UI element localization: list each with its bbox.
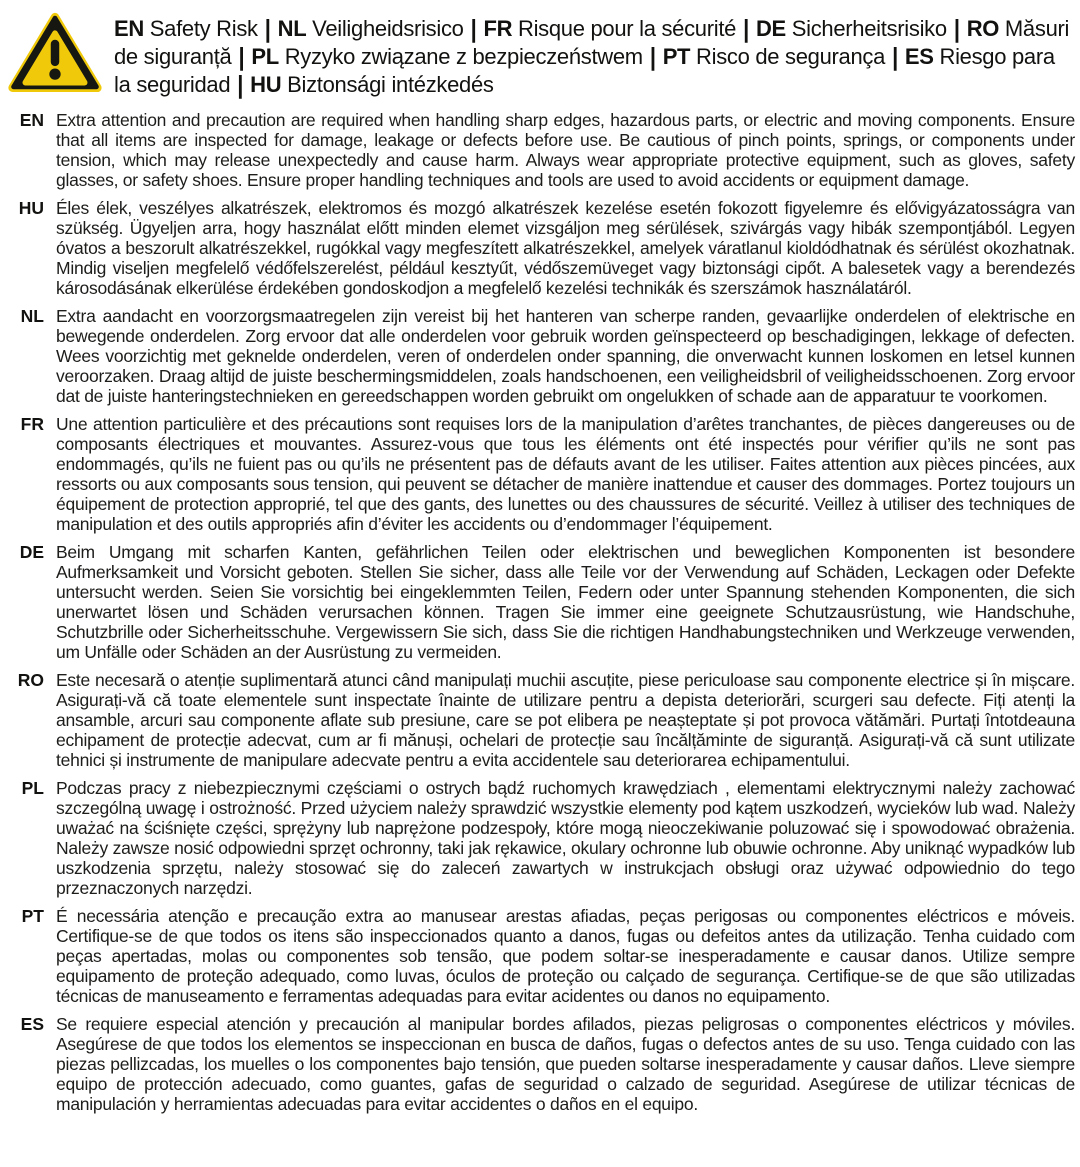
language-title: Safety Risk: [149, 16, 258, 41]
separator-bar-icon: |: [237, 70, 244, 99]
section-hu: [6, 198, 1075, 298]
separator-bar-icon: |: [470, 14, 477, 43]
section-paragraph: Se requiere especial atención y precaución al manipular bordes afilados, piezas peligrosas o componentes eléctricos y móviles. Asegúrese de que todos los elementos se inspeccionan en busca de daños, fugas o defectos antes de su uso. Tenga cuidado con las piezas pellizcadas, los muelles o los componentes bajo tensión, que pueden soltarse inesperadamente y causar daños. Lleve siempre equipo de protección adecuado, como guantes, gafas de seguridad o calzado de seguridad. Asegúrese de utilizar técnicas de manipulación y herramientas adecuadas para evitar accidentes o daños en el equipo.: [56, 1014, 1075, 1114]
header-language-title-hu: [250, 72, 494, 97]
section-paragraph: É necessária atenção e precaução extra ao manusear arestas afiadas, peças perigosas ou componentes eléctricos e móveis. Certifique-se de que todos os itens são inspeccionados quanto a danos, fugas ou defeitos antes da utilização. Tenha cuidado com peças apertadas, molas ou componentes sob tensão, que podem soltar-se inesperadamente e causar danos. Utilize sempre equipamento de proteção adequado, como luvas, óculos de proteção ou calçado de segurança. Certifique-se de que são utilizadas técnicas de manuseamento e ferramentas adequadas para evitar acidentes ou danos no equipamento.: [56, 906, 1075, 1006]
separator-bar-icon: |: [953, 14, 960, 43]
language-title: Veiligheidsrisico: [312, 16, 464, 41]
language-code: PL: [251, 44, 279, 69]
separator-bar-icon: |: [892, 42, 898, 71]
language-title: Biztonsági intézkedés: [287, 72, 494, 97]
language-code: DE: [755, 16, 786, 41]
separator-bar-icon: |: [264, 14, 271, 43]
section-language-code: EN: [19, 110, 44, 130]
section-de: [6, 542, 1075, 662]
separator-bar-icon: |: [743, 14, 749, 43]
header-language-title-nl: [278, 16, 464, 41]
language-code: EN: [114, 16, 144, 41]
section-paragraph: Une attention particulière et des précautions sont requises lors de la manipulation d’arêtes tranchantes, de pièces dangereuses ou de composants électriques et mouvantes. Assurez-vous que tous les éléments ont été inspectés pour vérifier qu’ils ne sont pas endommagés, qu’ils ne fuient pas ou qu’ils ne présentent pas de défauts avant de les utiliser. Faites attention aux pièces pincées, aux ressorts ou aux composants sous tension, qui peuvent se détacher de manière inattendue et causer des dommages. Portez toujours un équipement de protection approprié, tel que des gants, des lunettes ou des chaussures de sécurité. Veillez à utiliser des techniques de manipulation et des outils appropriés afin d’éviter les accidents ou d’endommager l’équipement.: [56, 414, 1075, 534]
section-paragraph: Podczas pracy z niebezpiecznymi częściami o ostrych bądź ruchomych krawędziach , elementami elektrycznymi należy zachować szczególną uwagę i ostrożność. Przed użyciem należy sprawdzić wszystkie elementy pod kątem uszkodzeń, wycieków lub wad. Należy uważać na ściśnięte części, sprężyny lub naprężone podzespoły, które mogą nieoczekiwanie poluzować się i spowodować obrażenia. Należy zawsze nosić odpowiedni sprzęt ochronny, taki jak rękawice, okulary ochronne lub obuwie ochronne. Aby uniknąć wypadków lub uszkodzenia sprzętu, należy stosować się do zaleceń zawartych w instrukcjach obsługi oraz używać odpowiednio do tego przeznaczonych narzędzi.: [56, 778, 1075, 898]
section-paragraph: Éles élek, veszélyes alkatrészek, elektromos és mozgó alkatrészek kezelése esetén fokozott figyelemre és elővigyázatosságra van szükség. Ügyeljen arra, hogy használat előtt minden elemet vizsgáljon meg sérülések, szivárgás vagy hibák szempontjából. Legyen óvatos a beszorult alkatrészekkel, rugókkal vagy megfeszített alkatrészekkel, amelyek váratlanul kioldódhatnak és sérülést okozhatnak. Mindig viseljen megfelelő védőfelszerelést, például kesztyűt, védőszemüveget vagy biztonsági cipőt. A balesetek vagy a berendezés károsodásának elkerülése érdekében gondoskodjon a megfelelő kezelési technikák és szerszámok használatáról.: [56, 198, 1075, 298]
section-pt: [6, 906, 1075, 1006]
language-title: Risque pour la sécurité: [518, 16, 737, 41]
header-language-title-pl: [251, 44, 642, 69]
language-code: FR: [483, 16, 513, 41]
section-en: [6, 110, 1075, 190]
section-es: [6, 1014, 1075, 1114]
section-language-code: DE: [19, 542, 44, 562]
section-language-code: ES: [20, 1014, 44, 1034]
language-code: NL: [277, 16, 307, 41]
section-fr: [6, 414, 1075, 534]
header-titles: [114, 6, 1076, 99]
section-paragraph: Beim Umgang mit scharfen Kanten, gefährlichen Teilen oder elektrischen und beweglichen Komponenten ist besondere Aufmerksamkeit und Vorsicht geboten. Stellen Sie sicher, dass alle Teile vor der Verwendung auf Schäden, Leckagen oder Defekte untersucht werden. Seien Sie vorsichtig bei eingeklemmten Teilen, Federn oder unter Spannung stehenden Komponenten, die sich unerwartet lösen und Schäden verursachen können. Tragen Sie immer eine geeignete Schutzausrüstung, wie Handschuhe, Schutzbrille oder Sicherheitsschuhe. Vergewissern Sie sich, dass Sie die richtigen Handhabungstechniken und Werkzeuge verwenden, um Unfälle oder Schäden an der Ausrüstung zu vermeiden.: [56, 542, 1075, 662]
language-code: ES: [904, 44, 934, 69]
header-language-title-pt: [663, 44, 885, 69]
section-language-code: NL: [20, 306, 44, 326]
header-language-title-fr: [483, 16, 736, 41]
section-ro: [6, 670, 1075, 770]
language-title: Sicherheitsrisiko: [791, 16, 947, 41]
header-language-title-de: [756, 16, 947, 41]
language-code: RO: [966, 16, 1000, 41]
language-title: Risco de segurança: [696, 44, 886, 69]
language-sections: [0, 99, 1080, 1114]
section-paragraph: Extra attention and precaution are required when handling sharp edges, hazardous parts, or electric and moving components. Ensure that all items are inspected for damage, leakage or defects before use. Be cautious of pinch points, springs, or components under tension, which may release unexpectedly and cause harm. Always wear appropriate protective equipment, such as gloves, safety glasses, or safety shoes. Ensure proper handling techniques and tools are used to avoid accidents or equipment damage.: [56, 110, 1075, 190]
section-language-code: HU: [18, 198, 44, 218]
language-title: Ryzyko związane z bezpieczeństwem: [284, 44, 643, 69]
section-nl: [6, 306, 1075, 406]
language-code: PT: [662, 44, 691, 69]
language-code: HU: [250, 72, 282, 97]
section-paragraph: Extra aandacht en voorzorgsmaatregelen zijn vereist bij het hanteren van scherpe randen, gevaarlijke onderdelen of elektrische en bewegende onderdelen. Zorg ervoor dat alle onderdelen voor gebruik worden geïnspecteerd op beschadigingen, lekkage of defecten. Wees voorzichtig met geknelde onderdelen, veren of onderdelen onder spanning, die onverwacht kunnen loskomen en letsel kunnen veroorzaken. Draag altijd de juiste beschermingsmiddelen, zoals handschoenen, een veiligheidsbril of veiligheidsschoenen. Zorg ervoor dat de juiste hanteringstechnieken en gereedschappen worden gebruikt om ongelukken of schade aan de apparatuur te voorkomen.: [56, 306, 1075, 406]
warning-triangle-icon: [6, 8, 104, 96]
section-pl: [6, 778, 1075, 898]
section-language-code: FR: [20, 414, 44, 434]
header: [0, 0, 1080, 99]
section-language-code: RO: [17, 670, 44, 690]
language-title: Riesgo para la seguridad: [114, 44, 1055, 97]
language-title: Măsuri de siguranță: [114, 16, 1070, 69]
section-language-code: PL: [21, 778, 44, 798]
separator-bar-icon: |: [649, 42, 656, 71]
section-paragraph: Este necesară o atenție suplimentară atunci când manipulați muchii ascuțite, piese periculoase sau componente electrice și în mișcare. Asigurați-vă că toate elementele sunt inspectate înainte de utilizare pentru a depista deteriorări, scurgeri sau defecte. Fiți atenți la ansamble, arcuri sau componente aflate sub presiune, care se pot elibera pe neașteptate și pot provoca vătămări. Purtați întotdeauna echipament de protecție adecvat, cum ar fi mănuși, ochelari de protecție sau încălțăminte de siguranță. Asigurați-vă că sunt utilizate tehnici și instrumente de manipulare adecvate pentru a evita accidentele sau deteriorarea echipamentului.: [56, 670, 1075, 770]
separator-bar-icon: |: [238, 42, 245, 71]
section-language-code: PT: [21, 906, 44, 926]
header-language-title-en: [114, 16, 258, 41]
